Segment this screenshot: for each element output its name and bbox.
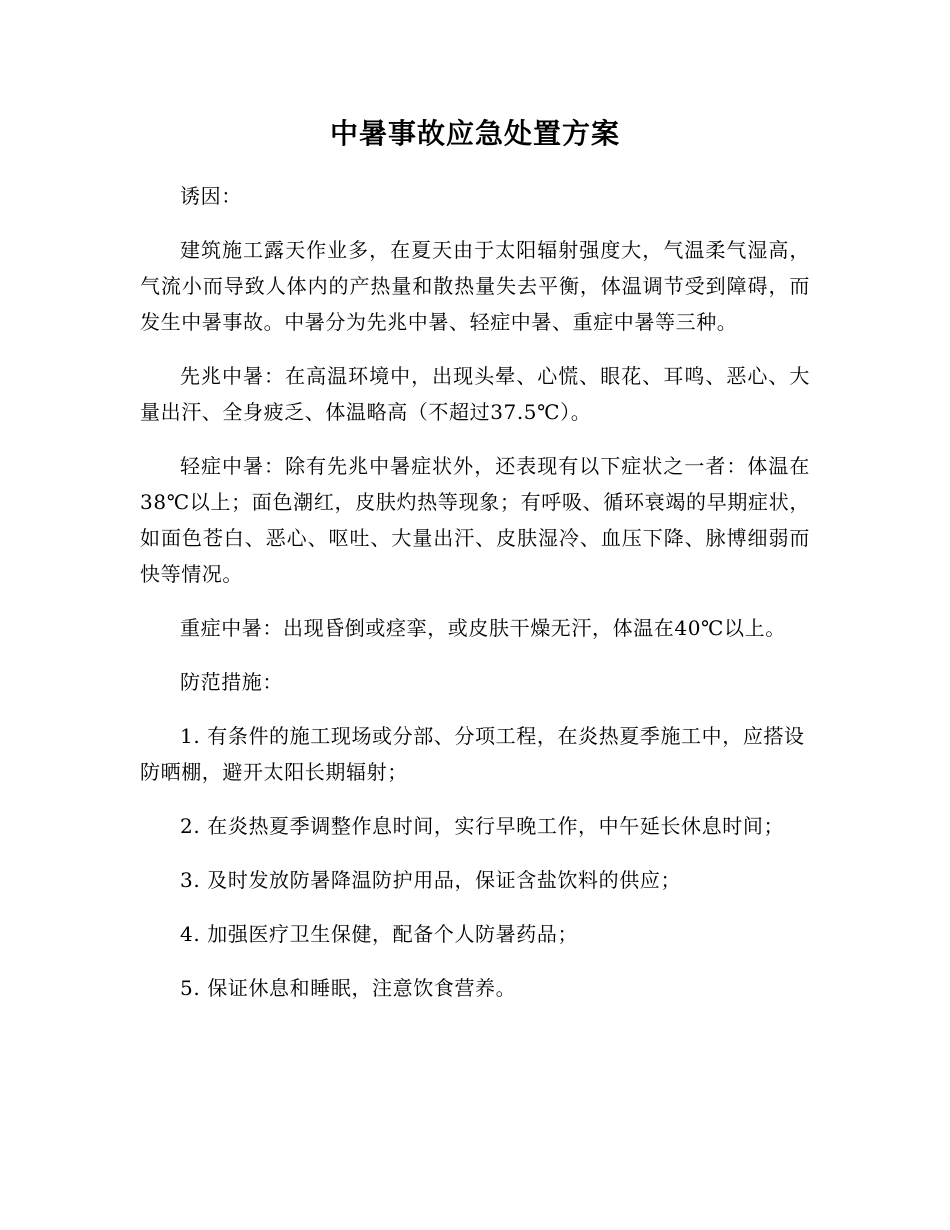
list-item: 2. 在炎热夏季调整作息时间，实行早晚工作，中午延长休息时间； <box>180 814 785 838</box>
cause-paragraph: 建筑施工露天作业多，在夏天由于太阳辐射强度大，气温柔气湿高，气流小而导致人体内的产热量和散热量失去平衡，体温调节受到障碍，而发生中暑事故。中暑分为先兆中暑、轻症中暑、重症中暑等三种。 <box>140 238 810 334</box>
cause-label: 诱因： <box>180 184 242 208</box>
light-heatstroke-paragraph: 轻症中暑：除有先兆中暑症状外，还表现有以下症状之一者：体温在38℃以上；面色潮红，皮肤灼热等现象；有呼吸、循环衰竭的早期症状，如面色苍白、恶心、呕吐、大量出汗、皮肤湿冷、血压下降、脉博细弱而快等情况。 <box>140 454 810 586</box>
list-item: 3. 及时发放防暑降温防护用品，保证含盐饮料的供应； <box>180 868 682 892</box>
list-item: 1. 有条件的施工现场或分部、分项工程，在炎热夏季施工中，应搭设防晒棚，避开太阳长期辐射； <box>140 724 805 784</box>
precursor-heatstroke-paragraph: 先兆中暑：在高温环境中，出现头晕、心慌、眼花、耳鸣、恶心、大量出汗、全身疲乏、体温略高（不超过37.5℃）。 <box>140 364 810 424</box>
list-item: 4. 加强医疗卫生保健，配备个人防暑药品； <box>180 922 579 946</box>
prevention-measures-list <box>140 718 810 1006</box>
document-title: 中暑事故应急处置方案 <box>329 117 620 150</box>
prevention-label: 防范措施： <box>180 670 283 694</box>
list-item: 5. 保证休息和睡眠，注意饮食营养。 <box>180 976 517 1000</box>
severe-heatstroke-paragraph: 重症中暑：出现昏倒或痉挛，或皮肤干燥无汗，体温在40℃以上。 <box>180 616 786 640</box>
